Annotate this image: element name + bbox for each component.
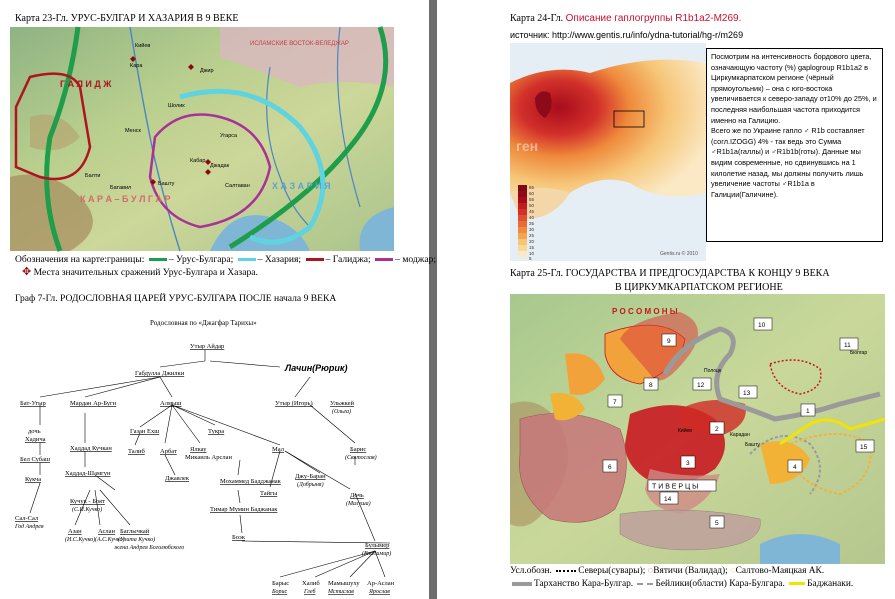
node-bel-subash: Бел Субаш — [20, 456, 51, 463]
node-dzhu-baran: Джу-Баран — [295, 473, 326, 480]
tree-link — [172, 405, 200, 443]
node-mal: Мал — [272, 446, 284, 453]
node-dzhu-sub: (Добрыня) — [297, 482, 324, 488]
node-boris-saint-sub: (Святослав) — [345, 455, 377, 461]
tree-link — [160, 377, 172, 397]
node-gabdulla: Габдулла Джилки — [135, 370, 185, 377]
battle-legend-icon: ✥ — [22, 266, 32, 278]
node-utyr-ishmar: Утыр (Игорь) — [275, 400, 313, 407]
tree-link — [95, 475, 115, 490]
tree-title: Родословная по «Джагфар Тарихы» — [150, 319, 257, 327]
legend-modzhar: – моджар; — [395, 254, 437, 265]
map25-caption-line1: Карта 25-Гл. ГОСУДАРСТВА И ПРЕДГОСУДАРСТВА К КОНЦУ 9 ВЕКА — [510, 268, 830, 279]
city-karadan: Карадан — [730, 432, 750, 438]
legend-cell — [518, 215, 527, 221]
label-kara-bulgar: К А Р А – Б У Л Г А Р — [80, 194, 171, 204]
document-page-right — [437, 0, 895, 599]
document-page-left — [0, 0, 437, 599]
legend-khazaria: – Хазария; — [257, 254, 302, 265]
city-mensk: Менск — [125, 128, 141, 134]
region-number: 14 — [664, 496, 672, 503]
city-batavil: Батавил — [110, 185, 132, 191]
node-mohammed: Мохаммед Бадджанак — [220, 478, 281, 485]
node-gazan: Газан Ехш — [130, 428, 160, 435]
region-number: 7 — [613, 399, 617, 406]
map24-caption-red: Описание гаплогруппы R1b1a2-M269. — [565, 13, 742, 24]
legend-value: 10 — [529, 251, 535, 256]
legend-cell — [518, 239, 527, 245]
node-azan-sub: (И.С.Кучко) — [65, 537, 96, 543]
map25-states-map — [510, 294, 885, 564]
node-kukcha: Кукча — [25, 476, 42, 483]
city-saltavan: Салтаван — [225, 183, 250, 189]
legend-tarkhanstvo: Тарханство Кара-Булгар. — [534, 579, 634, 589]
node-doch2-sub: (Малуша) — [346, 501, 371, 507]
city-karabar: Кабар — [190, 158, 206, 164]
city-polotsk: Полоцк — [704, 368, 722, 374]
legend-swatch-tarkhanstvo — [512, 582, 532, 586]
legend-urus-bulgar: – Урус-Булгара; — [168, 254, 234, 265]
node-boris-saint: Барис — [350, 446, 367, 453]
info-paragraph-1: Посмотрим на интенсивность бордового цвета, означающую частоту (%) gaplogroup R1b1a2 в Циркумкарпатском регионе (чёрный прямоугольник) – она с юго-востока увеличивается к северо-западу от10% до 25%, и последняя наибольшая частота приходится именно на Галицию. — [711, 52, 877, 125]
legend-cell — [518, 221, 527, 227]
map25-legend-line1 — [510, 565, 824, 577]
legend-value: 15 — [529, 245, 535, 250]
legend-cell — [518, 245, 527, 251]
legend-swatch-saltovo: ◌ — [730, 566, 736, 576]
node-tukra: Тукра — [208, 428, 225, 435]
node-aslan: Аслан — [98, 528, 116, 535]
node-yalkau-sub: Микаиль Арслан — [185, 454, 232, 461]
city-kiev-map25: Кийев — [678, 428, 692, 434]
tree-link — [238, 490, 240, 503]
legend-intro: Обозначения на карте:границы: — [15, 254, 145, 265]
legend-cell — [518, 251, 527, 257]
node-saly-sal: Сал-Сал — [15, 515, 39, 522]
map23-legend-line2 — [22, 266, 258, 279]
city-dzhalda: Джадак — [210, 163, 230, 169]
tree-link — [165, 455, 175, 475]
map23-urus-bulgar-khazaria — [10, 27, 394, 251]
legend-value: 35 — [529, 221, 535, 226]
tree-link — [210, 361, 280, 367]
map24-source: источник: http://www.gentis.ru/info/ydna-tutorial/hg-r/m269 — [510, 30, 744, 40]
node-bat-ugyr: Бат-Угыр — [20, 400, 46, 407]
legend-swatch-khazaria — [238, 258, 256, 261]
map24-watermark: Gentis.ru © 2010 — [660, 251, 698, 257]
legend-cell — [518, 191, 527, 197]
legend-value: 45 — [529, 209, 535, 214]
genealogy-tree — [10, 315, 420, 599]
city-ugrosa: Угарса — [220, 133, 238, 139]
node-saly-sub: Год Андрея — [15, 524, 44, 530]
legend-value: 65 — [529, 185, 535, 190]
tree-link — [238, 460, 240, 475]
node-baglychkai-sub: (Улита Кучко) — [118, 537, 156, 543]
legend-swatch-modzhar — [375, 258, 393, 261]
tree-link — [140, 405, 172, 427]
node-yalkau: Ялкау — [190, 446, 207, 453]
node-boyak: Боэк — [232, 534, 246, 541]
node-baris: Барыс — [272, 580, 290, 587]
legend-value: 40 — [529, 215, 535, 220]
city-bashtu-map25: Башту — [745, 442, 760, 448]
legend-swatch-badzhanaki — [789, 582, 805, 585]
legend-swatch-urus-bulgar — [149, 258, 167, 261]
node-bulymer-sub: (Владимир) — [362, 551, 392, 557]
legend-galidzh: – Галиджа; — [325, 254, 371, 265]
node-azan: Азан — [68, 528, 82, 535]
legend-prefix: Усл.обозн. — [510, 566, 552, 576]
node-talib: Талиб — [128, 448, 145, 455]
legend-battles: Места значительных сражений Урус-Булгара и Хазара. — [33, 267, 258, 278]
region-number: 8 — [649, 382, 653, 389]
region-number: 1 — [806, 408, 810, 415]
legend-value: 20 — [529, 239, 535, 244]
legend-cell — [518, 197, 527, 203]
node-utyr-aidar: Утыр Айдар — [190, 343, 225, 350]
tree-link — [30, 483, 40, 513]
region-number: 11 — [844, 342, 851, 349]
legend-cell — [518, 185, 527, 191]
label-islamic: ИСЛАМСКИЕ ВОСТОК-ВЕЛЕДЖАР — [250, 41, 349, 47]
node-khalib-sub: Глеб — [304, 589, 316, 595]
node-khadicha: Хадича — [25, 436, 46, 443]
node-kuchuk-boyat: Кучук - Боят — [70, 498, 105, 505]
legend-cell — [518, 233, 527, 239]
node-timar-mumin: Тимар Мумин Баджанак — [210, 506, 278, 513]
legend-cell — [518, 227, 527, 233]
map24-haplogroup-map — [510, 43, 706, 261]
legend-badzhanaki: Баджанаки. — [807, 579, 854, 589]
tree-link — [100, 490, 130, 525]
map23-legend-line1 — [15, 254, 436, 266]
legend-severy: Северы(сувары); — [578, 566, 646, 576]
node-kuchuk-sub: (С.И.Кучко) — [72, 507, 103, 513]
node-doch: дочь — [28, 428, 41, 435]
node-arbat: Арбат — [160, 448, 177, 455]
node-ulyzhkei-sub: (Ольга) — [332, 409, 352, 415]
city-kiev: Кийев — [135, 43, 151, 49]
city-shulik: Шолик — [168, 103, 185, 109]
node-baglychkai-note: жена Андрея Боголюбского — [114, 545, 185, 551]
region-number: 3 — [686, 460, 690, 467]
map25-caption-line2: В ЦИРКУМКАРПАТСКОМ РЕГИОНЕ — [615, 282, 783, 293]
legend-saltovo: Салтово-Маяцкая АК. — [735, 566, 825, 576]
map24-caption — [510, 13, 741, 25]
info-paragraph-2: Всего же по Украине гапло ♂ R1b составляет (согл.IZOGG) 4% - так ведь это Сумма ♂R1b1a(галлы) и ♂R1b1b(готы). Данные мы видим современные, но сдвинувшись на 1 килолетие назад, мы должны получить лишь увеличение частоты ♂R1b1a в Галиции(Галичине). — [711, 126, 865, 199]
tree-link — [40, 377, 160, 397]
map24-color-legend — [518, 185, 535, 261]
legend-swatch-vyatichi: ◌ — [647, 566, 654, 576]
map25-legend-line2 — [510, 578, 853, 590]
legend-value: 25 — [529, 233, 535, 238]
tree-link — [172, 405, 215, 425]
node-khalib: Халиб — [302, 580, 320, 587]
region-number: 2 — [715, 426, 719, 433]
legend-vyatichi: Вятичи (Валидад); — [653, 566, 728, 576]
city-doni: Джир — [200, 68, 214, 74]
legend-swatch-beiliki — [637, 583, 653, 585]
tree-link — [165, 405, 172, 443]
legend-beiliki: Бейлики(области) Кара-Булгара. — [655, 579, 785, 589]
legend-value: 55 — [529, 197, 535, 202]
region-number: 15 — [860, 444, 868, 451]
node-aslan-sub: (А.С.Кучко) — [95, 537, 125, 543]
legend-cell — [518, 203, 527, 209]
node-baglychkai: Баглычкай — [120, 528, 150, 535]
map24-caption-prefix: Карта 24-Гл. — [510, 13, 564, 24]
region-number: 10 — [758, 322, 766, 329]
map24-watermark-gen: ген — [516, 138, 539, 154]
tree-link — [240, 515, 242, 533]
node-dzhayalek: Джаялек — [165, 475, 190, 482]
city-kara: Кара — [130, 63, 143, 69]
node-ulyzhkei: Ульжкей — [330, 400, 354, 407]
map24-frequency-area — [510, 60, 706, 197]
map24-info-box — [706, 48, 883, 242]
graf7-caption: Граф 7-Гл. РОДОСЛОВНАЯ ЦАРЕЙ УРУС-БУЛГАРА ПОСЛЕ начала 9 ВЕКА — [15, 293, 337, 304]
legend-swatch-galidzh — [306, 258, 324, 261]
tree-link — [172, 405, 280, 445]
label-tivertsy: Т И В Е Р Ц Ы — [652, 483, 699, 491]
region-number: 4 — [793, 464, 797, 471]
node-mamyshuhu: Мамышуху — [328, 580, 360, 587]
tree-link — [85, 377, 160, 397]
node-almysh: Алмыш — [160, 400, 182, 407]
legend-value: 60 — [529, 191, 535, 196]
legend-value: 50 — [529, 203, 535, 208]
node-doch2: Дочь — [350, 492, 364, 499]
node-khaddad-shamgun: Хаддад-Шамгун — [65, 470, 111, 477]
legend-cell — [518, 209, 527, 215]
map23-caption: Карта 23-Гл. УРУС-БУЛГАР И ХАЗАРИЯ В 9 ВЕКЕ — [15, 13, 239, 24]
node-khaddad-kuchkan: Хаддад Кучкан — [70, 445, 112, 452]
legend-swatch-severy — [556, 570, 576, 572]
node-ar-aslan-sub: Ярослав — [369, 589, 390, 595]
region-number: 9 — [667, 338, 671, 345]
tree-link — [295, 377, 310, 397]
legend-value: 5 — [529, 256, 532, 261]
label-khazaria: Х А З А Р И Я — [272, 181, 331, 191]
node-bulymer: Булымер — [365, 542, 390, 549]
node-baris-sub: Борис — [272, 589, 288, 595]
region-number: 5 — [715, 520, 719, 527]
tree-link — [280, 551, 375, 577]
node-taigyl: Тайгы — [260, 490, 278, 497]
node-lachin: Лачин(Рюрик) — [285, 363, 348, 373]
tree-link — [160, 361, 205, 367]
region-number: 6 — [608, 464, 612, 471]
city-bulgar: Бюлгар — [850, 350, 868, 356]
region-number: 12 — [697, 382, 705, 389]
node-mamyshuhu-sub: Мстислав — [328, 589, 354, 595]
city-balti: Балти — [85, 173, 101, 179]
node-ar-aslan: Ар-Аслан — [367, 580, 395, 587]
node-mardan: Мардан Ар-Бугн — [70, 400, 117, 407]
region-number: 13 — [743, 390, 751, 397]
label-rosomony: Р О С О М О Н Ы — [612, 307, 678, 316]
city-bashtu: Башту — [158, 181, 175, 187]
label-galidzh: Г А Л И Д Ж — [60, 79, 112, 89]
legend-value: 30 — [529, 227, 535, 232]
